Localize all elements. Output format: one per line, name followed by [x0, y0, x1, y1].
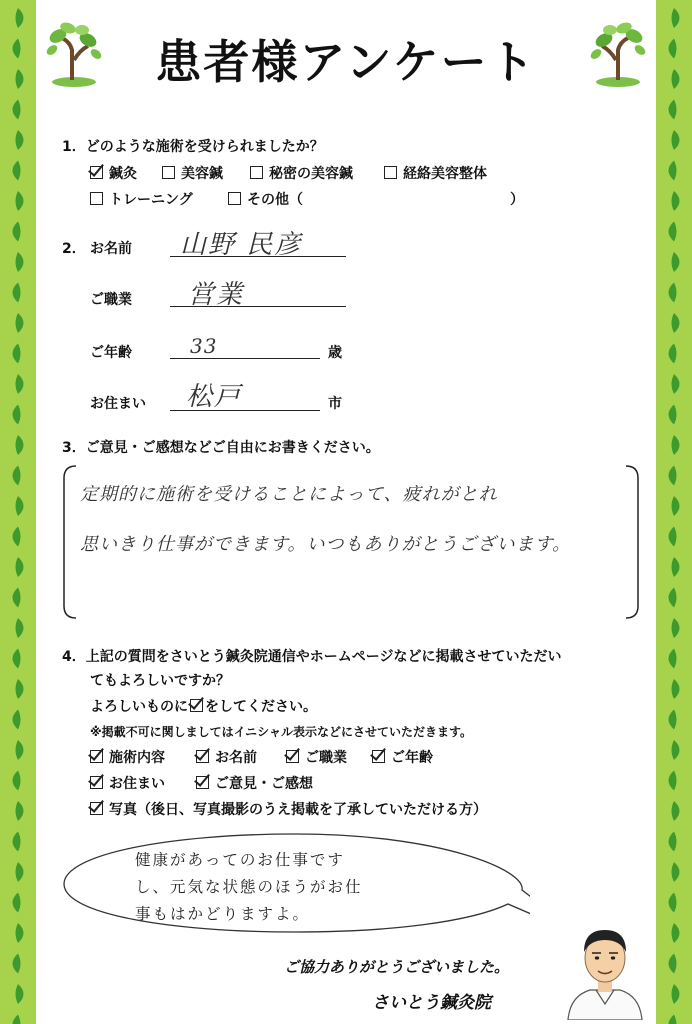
leaf-icon — [13, 100, 21, 120]
option-label: 経絡美容整体 — [403, 166, 487, 182]
left-leaf-border — [0, 0, 36, 1024]
leaf-icon — [16, 740, 24, 760]
address-underline — [170, 410, 320, 411]
leaf-icon — [669, 466, 677, 486]
leaf-icon — [13, 161, 21, 181]
leaf-icon — [672, 618, 680, 638]
instruction-text: をしてください。 — [205, 699, 317, 715]
leaf-icon — [13, 954, 21, 974]
checkbox-checked[interactable] — [90, 166, 103, 179]
q4-question-line2: てもよろしいですか？ — [90, 673, 230, 689]
leaf-icon — [669, 283, 677, 303]
checkbox[interactable] — [384, 166, 397, 179]
leaf-icon — [672, 496, 680, 516]
option-label: トレーニング — [109, 192, 193, 208]
q3-question: 3．ご意見・ご感想などご自由にお書きください。 — [62, 440, 380, 456]
checkbox[interactable] — [250, 166, 263, 179]
q4-option-photo[interactable] — [90, 799, 487, 819]
job-label: ご職業 — [90, 292, 132, 308]
q4-question-line1: 4．上記の質問をさいとう鍼灸院通信やホームページなどに掲載させていただい — [62, 649, 562, 665]
option-label: 鍼灸 — [109, 166, 137, 182]
bubble-line-2: し、元気な状態のほうがお仕 — [135, 878, 363, 896]
leaf-icon — [669, 222, 677, 242]
leaf-icon — [669, 710, 677, 730]
checkbox-checked[interactable] — [90, 776, 103, 789]
q4-option-treatment[interactable] — [90, 747, 165, 767]
tree-icon — [588, 20, 648, 90]
leaf-icon — [669, 161, 677, 181]
leaf-icon — [669, 588, 677, 608]
leaf-icon — [16, 69, 24, 89]
q1-option-meridian-seitai[interactable] — [384, 163, 487, 183]
age-underline — [170, 358, 320, 359]
comment-line-1[interactable]: 定期的に施術を受けることによって、疲れがとれ — [80, 484, 498, 505]
option-label: ご年齢 — [391, 750, 433, 766]
job-underline — [170, 306, 346, 307]
bubble-line-1: 健康があってのお仕事です — [135, 851, 345, 869]
leaf-icon — [669, 649, 677, 669]
leaf-pattern-icon — [0, 0, 36, 1024]
leaf-icon — [669, 405, 677, 425]
leaf-icon — [13, 771, 21, 791]
age-label: ご年齢 — [90, 345, 132, 361]
leaf-icon — [13, 222, 21, 242]
leaf-icon — [13, 405, 21, 425]
checkmark-icon — [190, 699, 203, 712]
leaf-icon — [669, 344, 677, 364]
leaf-icon — [669, 527, 677, 547]
checkbox-checked[interactable] — [196, 750, 209, 763]
checkbox-checked[interactable] — [286, 750, 299, 763]
leaf-icon — [672, 984, 680, 1004]
leaf-icon — [669, 893, 677, 913]
leaf-icon — [13, 588, 21, 608]
leaf-icon — [669, 771, 677, 791]
leaf-icon — [13, 893, 21, 913]
leaf-icon — [672, 557, 680, 577]
leaf-icon — [16, 984, 24, 1004]
leaf-icon — [16, 8, 24, 28]
q1-option-beauty-needle[interactable] — [162, 163, 223, 183]
age-value[interactable]: 33 — [190, 334, 218, 358]
leaf-pattern-icon — [656, 0, 692, 1024]
leaf-icon — [16, 374, 24, 394]
leaf-icon — [16, 496, 24, 516]
age-suffix: 歳 — [328, 345, 342, 361]
q4-option-opinion[interactable] — [196, 773, 313, 793]
leaf-icon — [672, 923, 680, 943]
leaf-icon — [16, 679, 24, 699]
leaf-icon — [16, 923, 24, 943]
option-label: ご職業 — [305, 750, 347, 766]
leaf-icon — [13, 466, 21, 486]
leaf-icon — [669, 954, 677, 974]
leaf-icon — [672, 862, 680, 882]
q1-option-acupuncture[interactable] — [90, 163, 137, 183]
leaf-icon — [669, 832, 677, 852]
address-label: お住まい — [90, 396, 146, 412]
bubble-line-3: 事もはかどりますよ。 — [135, 905, 311, 923]
q4-instruction — [90, 696, 317, 716]
leaf-icon — [13, 527, 21, 547]
q4-option-address[interactable] — [90, 773, 165, 793]
q4-note: ※掲載不可に関しましてはイニシャル表示などにさせていただきます。 — [90, 725, 472, 739]
leaf-icon — [669, 39, 677, 59]
checkbox-checked[interactable] — [90, 750, 103, 763]
name-value[interactable]: 山野 民彦 — [180, 230, 303, 260]
leaf-icon — [672, 801, 680, 821]
name-label: お名前 — [90, 241, 132, 257]
address-value[interactable]: 松戸 — [186, 382, 243, 412]
leaf-icon — [16, 313, 24, 333]
q4-option-age[interactable] — [372, 747, 433, 767]
q4-option-job[interactable] — [286, 747, 347, 767]
leaf-icon — [16, 618, 24, 638]
leaf-icon — [13, 832, 21, 852]
q1-question: 1．どのような施術を受けられましたか？ — [62, 139, 324, 155]
q1-option-other[interactable] — [228, 189, 303, 209]
leaf-icon — [13, 710, 21, 730]
leaf-icon — [672, 191, 680, 211]
thanks-message: ご協力ありがとうございました。 — [284, 958, 510, 976]
leaf-icon — [672, 679, 680, 699]
checkbox[interactable] — [162, 166, 175, 179]
checkbox[interactable] — [228, 192, 241, 205]
leaf-icon — [13, 283, 21, 303]
checkbox[interactable] — [90, 192, 103, 205]
leaf-icon — [672, 252, 680, 272]
right-leaf-border — [656, 0, 692, 1024]
leaf-icon — [13, 649, 21, 669]
clinic-name: さいとう鍼灸院 — [372, 993, 491, 1013]
leaf-icon — [16, 557, 24, 577]
leaf-icon — [672, 313, 680, 333]
checkbox-checked[interactable] — [372, 750, 385, 763]
option-label: その他（ — [247, 192, 303, 208]
leaf-icon — [13, 1015, 21, 1024]
leaf-icon — [672, 740, 680, 760]
doctor-avatar-icon — [560, 916, 650, 1020]
job-value[interactable]: 営業 — [188, 280, 245, 310]
leaf-icon — [672, 130, 680, 150]
leaf-icon — [672, 374, 680, 394]
instruction-text: よろしいものに — [90, 699, 188, 715]
name-underline — [170, 256, 346, 257]
leaf-icon — [13, 344, 21, 364]
q2-number: 2． — [62, 241, 86, 257]
leaf-icon — [16, 252, 24, 272]
checkbox-checked[interactable] — [90, 802, 103, 815]
leaf-icon — [16, 130, 24, 150]
q4-option-name[interactable] — [196, 747, 257, 767]
leaf-icon — [669, 100, 677, 120]
leaf-icon — [16, 801, 24, 821]
leaf-icon — [13, 39, 21, 59]
option-label: お名前 — [215, 750, 257, 766]
option-label: お住まい — [109, 776, 165, 792]
option-label: ご意見・ご感想 — [215, 776, 313, 792]
leaf-icon — [16, 191, 24, 211]
leaf-icon — [669, 1015, 677, 1024]
leaf-icon — [672, 435, 680, 455]
option-label: 美容鍼 — [181, 166, 223, 182]
checkbox-checked[interactable] — [196, 776, 209, 789]
option-label: 写真（後日、写真撮影のうえ掲載を了承していただける方） — [109, 802, 487, 818]
q1-other-close-paren: ） — [510, 192, 524, 208]
leaf-icon — [672, 8, 680, 28]
leaf-icon — [16, 862, 24, 882]
header — [36, 14, 656, 94]
leaf-icon — [672, 69, 680, 89]
comment-line-2[interactable]: 思いきり仕事ができます。いつもありがとうございます。 — [80, 534, 572, 555]
option-label: 秘密の美容鍼 — [269, 166, 353, 182]
address-suffix: 市 — [328, 396, 342, 412]
q1-option-secret-beauty-needle[interactable] — [250, 163, 353, 183]
option-label: 施術内容 — [109, 750, 165, 766]
page-title: 患者様アンケート — [155, 35, 537, 89]
q1-option-training[interactable] — [90, 189, 193, 209]
leaf-icon — [16, 435, 24, 455]
